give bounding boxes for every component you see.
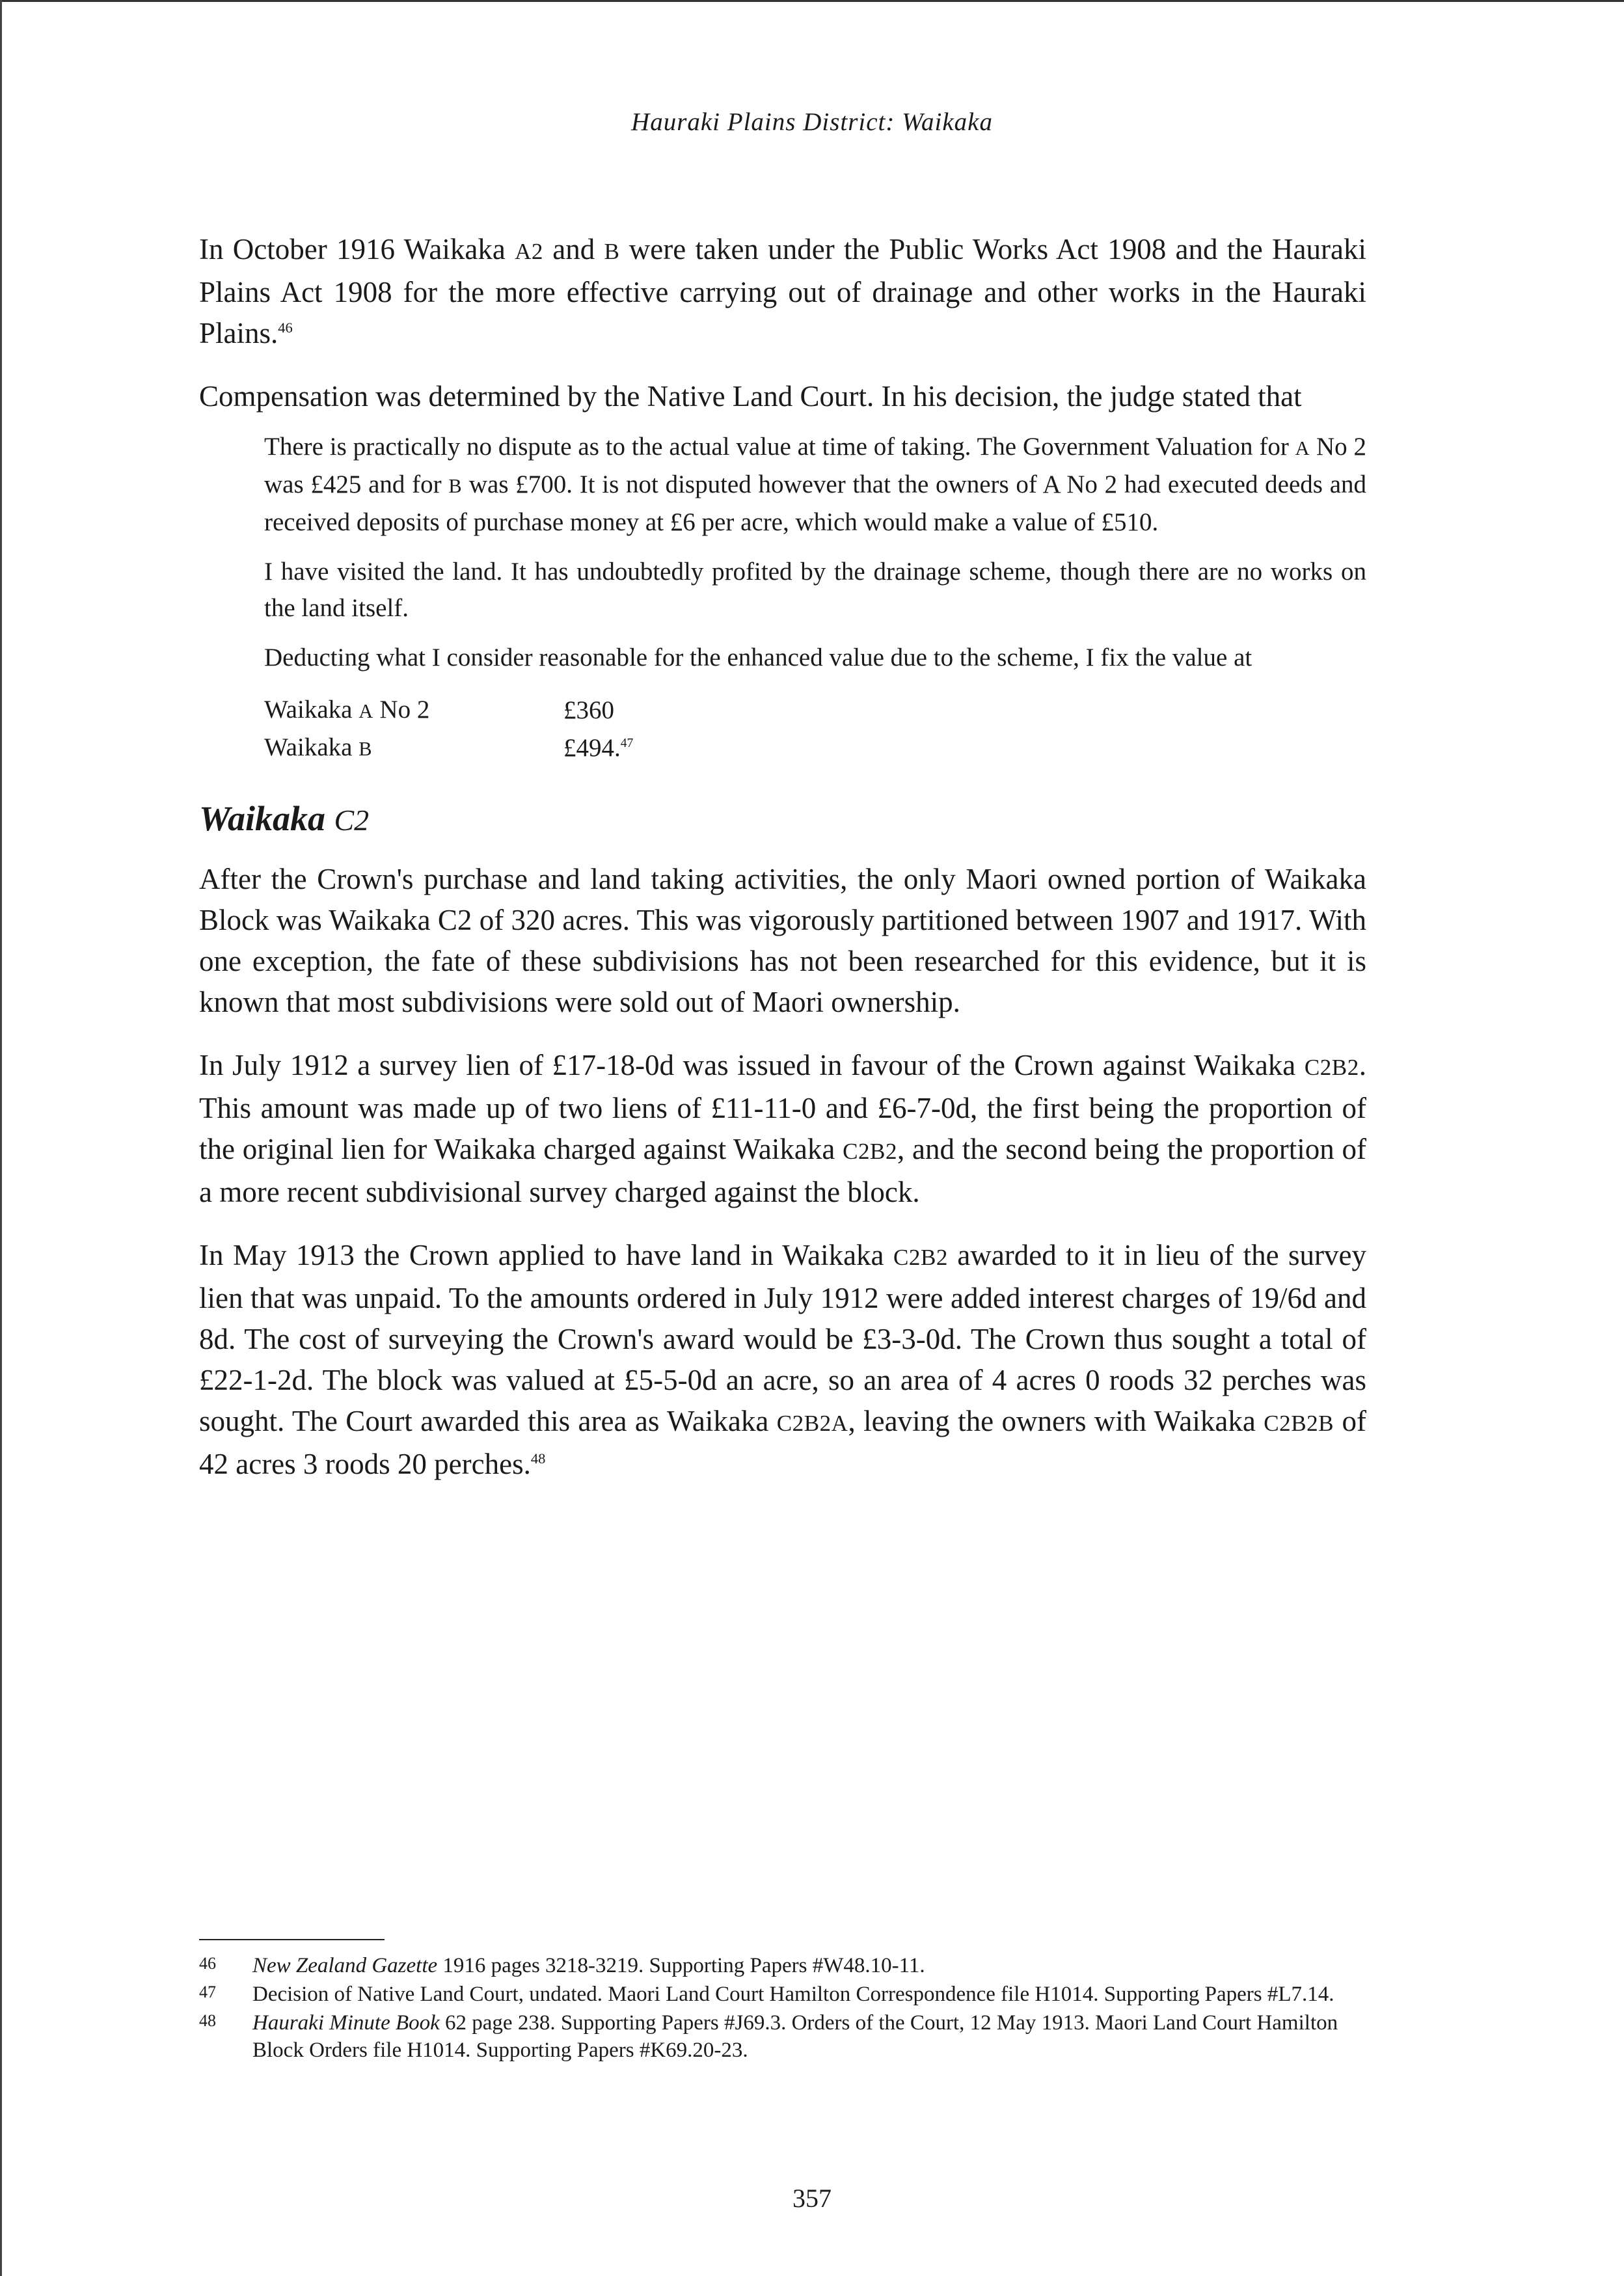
footnote-ref-47: 47 [620,737,634,750]
footnote-46: 46 New Zealand Gazette 1916 pages 3218-3219. Supporting Papers #W48.10-11. [199,1954,925,1977]
quote-paragraph-1: There is practically no dispute as to the actual value at time of taking. The Government Valuation for A No 2 was £425 and for B was £700. It is not disputed however that the owners of A No 2 had executed deeds and received deposits of purchase money at £6 per acre, which would make a value of £510. [264,433,1367,536]
table-row: Waikaka B £494.47 [264,733,634,762]
page-top-edge [0,0,1624,2]
footnotes [199,1952,1366,2065]
footnote-47: 47 Decision of Native Land Court, undated. Maori Land Court Hamilton Correspondence file H1014. Supporting Papers #L7.14. [199,1983,1334,2006]
table-row: Waikaka A No 2 £360 [264,696,614,724]
footnote-ref-46: 46 [278,319,293,336]
quote-paragraph-3: Deducting what I consider reasonable for the enhanced value due to the scheme, I fix the value at [264,644,1252,671]
section-heading: Waikaka C2 [199,799,370,838]
paragraph-1: In October 1916 Waikaka A2 and B were taken under the Public Works Act 1908 and the Hauraki Plains Act 1908 for the more effective carrying out of drainage and other works in the Hauraki Plains.$^{46}$ [199,233,1366,349]
paragraph-5: In May 1913 the Crown applied to have land in Waikaka C2B2 awarded to it in lieu of the survey lien that was unpaid. To the amounts ordered in July 1912 were added interest charges of 19/6d and 8d. The cost of surveying the Crown's award would be £3-3-0d. The Crown thus sought a total of £22-1-2d. The block was valued at £5-5-0d an acre, so an area of 4 acres 0 roods 32 perches was sought. The Court awarded this area as Waikaka C2B2A, leaving the owners with Waikaka C2B2B of 42 acres 3 roods 20 perches.$^{48}$ [199,1239,1366,1480]
paragraph-3: After the Crown's purchase and land taking activities, the only Maori owned portion of Waikaka Block was Waikaka C2 of 320 acres. This was vigorously partitioned between 1907 and 1917. With one exception, the fate of these subdivisions has not been researched for this evidence, but it is known that most subdivisions were sold out of Maori ownership. [199,863,1366,1018]
paragraph-2: Compensation was determined by the Native Land Court. In his decision, the judge stated that [199,380,1302,413]
running-head: Hauraki Plains District: Waikaka [631,108,993,136]
footnote-48: 48 Hauraki Minute Book 62 page 238. Supporting Papers #J69.3. Orders of the Court, 12 May 1913. Maori Land Court Hamilton Block Orders file H1014. Supporting Papers #K69.20-23. [199,2011,1338,2062]
main-text [199,229,1366,1507]
page-number: 357 [792,2184,832,2213]
block-quote [264,429,1366,676]
footnote-divider [199,1939,385,1940]
footnote-ref-48: 48 [530,1450,546,1467]
page-left-edge [0,0,2,2276]
paragraph-4: In July 1912 a survey lien of £17-18-0d was issued in favour of the Crown against Waikaka C2B2. This amount was made up of two liens of £11-11-0 and £6-7-0d, the first being the proportion of the original lien for Waikaka charged against Waikaka C2B2, and the second being the proportion of a more recent subdivisional survey charged against the block. [199,1049,1367,1208]
valuation-table [264,692,633,767]
quote-paragraph-2: I have visited the land. It has undoubtedly profited by the drainage scheme, though there are no works on the land itself. [264,558,1366,622]
